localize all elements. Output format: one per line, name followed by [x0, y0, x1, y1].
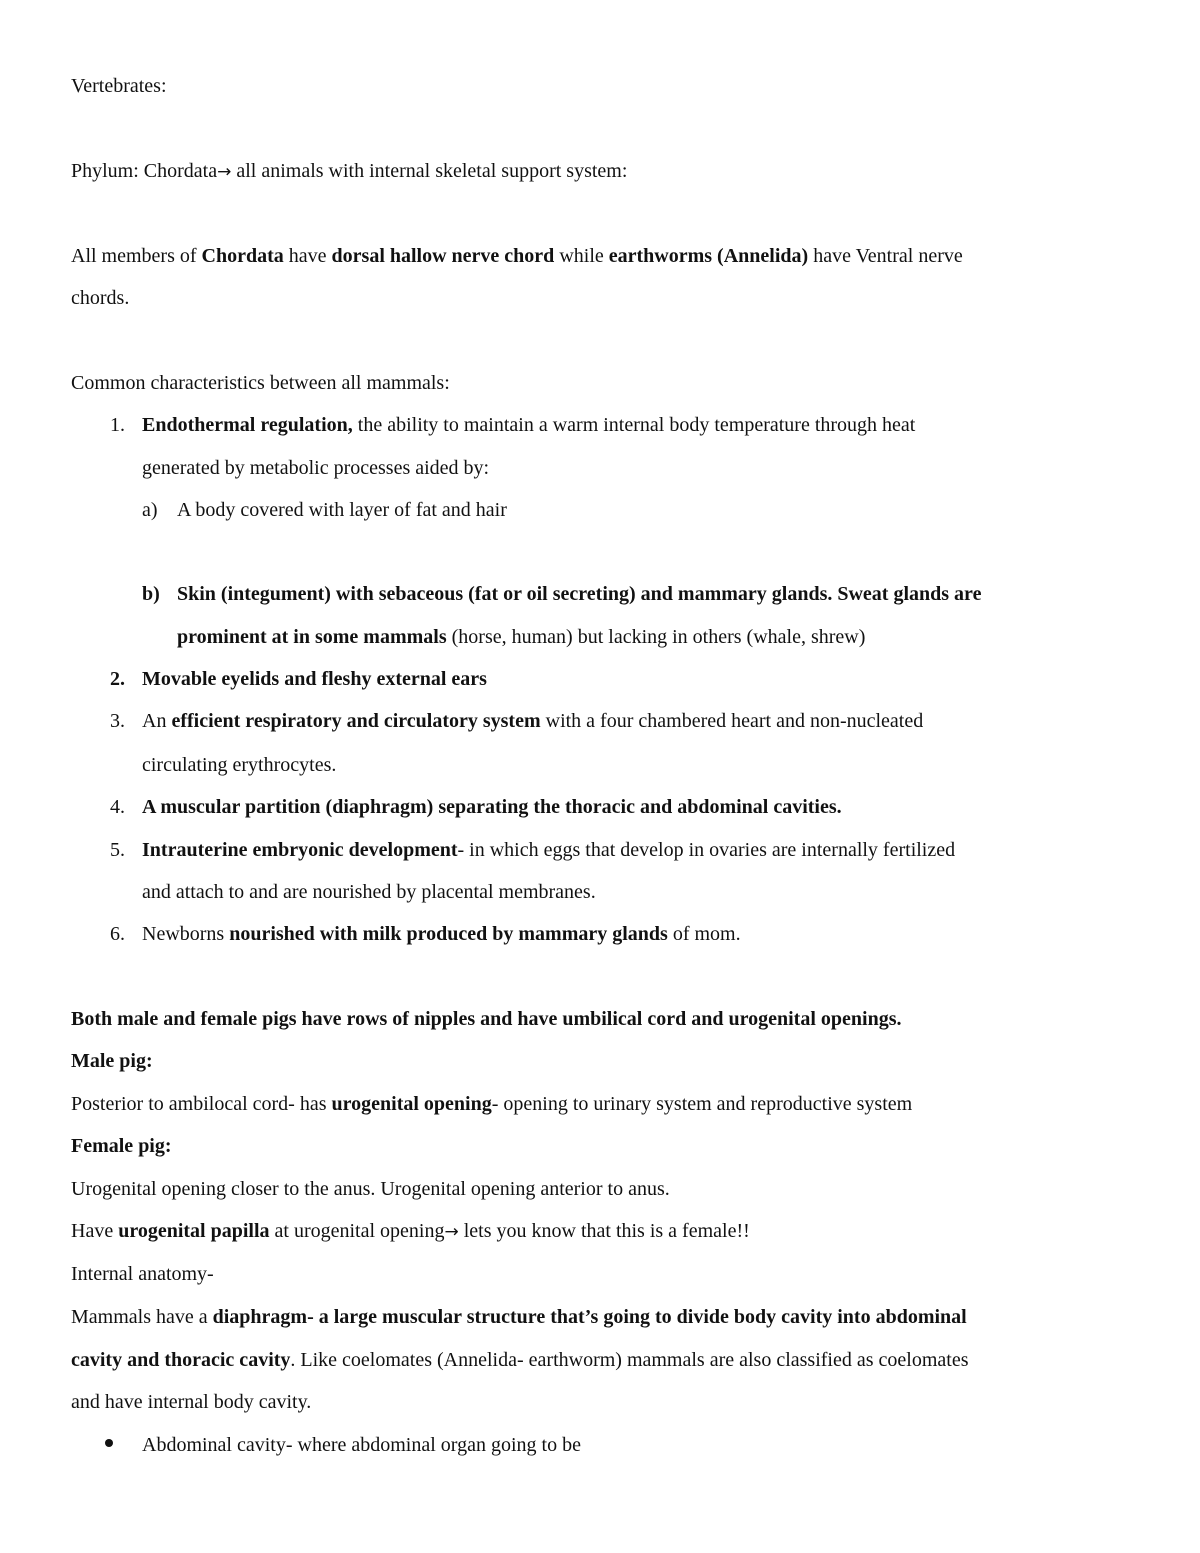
bold-diaphragm: diaphragm- a large muscular structure that’s going to divide body cavity into abdominal	[212, 1306, 967, 1328]
sub-item-b: Skin (integument) with sebaceous (fat or oil secreting) and mammary glands. Sweat glands are	[177, 583, 982, 605]
bold-earthworms: earthworms (Annelida)	[608, 245, 809, 267]
list-number: 3.	[110, 710, 125, 732]
arrow-right-icon: →	[217, 162, 232, 182]
list-item-4: A muscular partition (diaphragm) separating the thoracic and abdominal cavities.	[142, 796, 842, 818]
text-run: - in which eggs that develop in ovaries are internally fertilized	[457, 839, 956, 861]
chordata-para-line2: chords.	[71, 287, 130, 309]
internal-anatomy-heading: Internal anatomy-	[71, 1263, 214, 1285]
mammals-para-line3: and have internal body cavity.	[71, 1391, 312, 1413]
mammals-para-line2	[71, 1348, 968, 1372]
list-item-1	[142, 413, 915, 437]
list-item-5-line2: and attach to and are nourished by placental membranes.	[142, 881, 596, 903]
text-run: All members of	[71, 245, 202, 267]
list-item-3	[142, 709, 923, 733]
list-item-1-line2: generated by metabolic processes aided by:	[142, 457, 490, 479]
common-characteristics-heading: Common characteristics between all mammals:	[71, 372, 450, 394]
sub-item-b-line2	[177, 625, 865, 649]
list-item-2: Movable eyelids and fleshy external ears	[142, 668, 487, 690]
phylum-description: all animals with internal skeletal support system:	[231, 160, 628, 182]
text-run: at urogenital opening	[269, 1220, 445, 1242]
text-run: while	[554, 245, 609, 267]
sub-item-a: A body covered with layer of fat and hair	[177, 499, 507, 521]
bold-nerve-chord: dorsal hallow nerve chord	[331, 245, 555, 267]
text-run: the ability to maintain a warm internal body temperature through heat	[352, 414, 916, 436]
list-item-6	[142, 922, 741, 946]
bullet-item-1: Abdominal cavity- where abdominal organ going to be	[142, 1434, 581, 1456]
bold-cavity: cavity and thoracic cavity	[71, 1349, 291, 1371]
female-pig-text-1: Urogenital opening closer to the anus. Urogenital opening anterior to anus.	[71, 1178, 670, 1200]
list-number: 2.	[110, 668, 125, 690]
list-item-3-line2: circulating erythrocytes.	[142, 754, 337, 776]
text-run: lets you know that this is a female!!	[458, 1220, 750, 1242]
bullet-icon	[105, 1439, 113, 1447]
heading-vertebrates: Vertebrates:	[71, 75, 167, 97]
male-pig-heading: Male pig:	[71, 1050, 153, 1072]
sub-item-b-label: b)	[142, 583, 160, 605]
list-number: 1.	[110, 414, 125, 436]
bold-urogenital-opening: urogenital opening	[331, 1093, 492, 1115]
female-pig-text-2	[71, 1219, 750, 1244]
text-run: Have	[71, 1220, 119, 1242]
text-run: of mom.	[667, 923, 741, 945]
text-run: have	[283, 245, 332, 267]
list-item-5	[142, 838, 955, 862]
text-run: (horse, human) but lacking in others (whale, shrew)	[446, 626, 866, 648]
list-number: 6.	[110, 923, 125, 945]
bold-nourished: nourished with milk produced by mammary glands	[229, 923, 668, 945]
arrow-right-icon: →	[444, 1222, 459, 1242]
text-run: . Like coelomates (Annelida- earthworm) mammals are also classified as coelomates	[290, 1349, 969, 1371]
text-run: An	[142, 710, 172, 732]
pigs-line: Both male and female pigs have rows of nipples and have umbilical cord and urogenital openings.	[71, 1008, 902, 1030]
text-run: Newborns	[142, 923, 230, 945]
bold-respiratory: efficient respiratory and circulatory system	[171, 710, 541, 732]
male-pig-text	[71, 1092, 912, 1116]
sub-item-a-label: a)	[142, 499, 158, 521]
phylum-text: Phylum: Chordata	[71, 160, 218, 182]
bold-chordata: Chordata	[201, 245, 284, 267]
chordata-para-line1	[71, 244, 963, 268]
bold-endothermal: Endothermal regulation,	[142, 414, 353, 436]
bold-urogenital-papilla: urogenital papilla	[118, 1220, 270, 1242]
list-number: 4.	[110, 796, 125, 818]
text-run: Mammals have a	[71, 1306, 213, 1328]
female-pig-heading: Female pig:	[71, 1135, 172, 1157]
phylum-line	[71, 159, 627, 184]
text-run: with a four chambered heart and non-nucleated	[540, 710, 924, 732]
bold-prominent: prominent at in some mammals	[177, 626, 447, 648]
text-run: have Ventral nerve	[808, 245, 963, 267]
bold-intrauterine: Intrauterine embryonic development	[142, 839, 458, 861]
text-run: - opening to urinary system and reproductive system	[491, 1093, 913, 1115]
list-number: 5.	[110, 839, 125, 861]
mammals-para-line1	[71, 1305, 967, 1329]
text-run: Posterior to ambilocal cord- has	[71, 1093, 332, 1115]
